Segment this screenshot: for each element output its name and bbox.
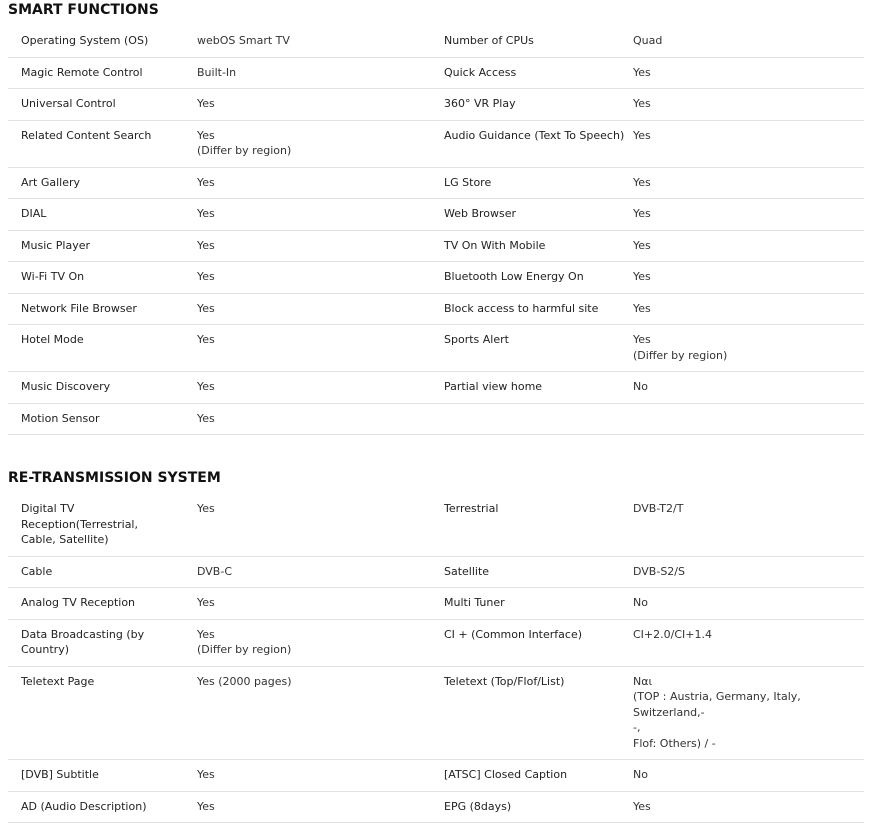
section-title: SMART FUNCTIONS [8, 2, 159, 18]
spec-value-cell [633, 96, 864, 112]
table-row [8, 556, 864, 588]
table-row [8, 261, 864, 293]
spec-label: EPG (8days) [444, 799, 512, 813]
spec-label: Hotel Mode [21, 333, 84, 346]
spec-label: AD (Audio Description) [21, 799, 147, 813]
spec-value-cell [197, 301, 444, 317]
spec-label-cell [8, 128, 197, 159]
spec-label-cell [8, 238, 197, 254]
spec-label-cell [444, 411, 633, 427]
table-row [8, 587, 864, 619]
spec-value-cell [633, 128, 864, 159]
spec-label: Terrestrial [444, 502, 499, 515]
table-row [8, 88, 864, 120]
spec-label-cell [444, 501, 633, 548]
spec-label-cell [8, 96, 197, 112]
spec-value: Yes [633, 65, 651, 79]
table-row [8, 293, 864, 325]
spec-value: CI+2.0/CI+1.4 [633, 627, 712, 641]
spec-value-cell [197, 269, 444, 285]
spec-label: Music Player [21, 238, 91, 252]
spec-label: 360° VR Play [444, 97, 516, 110]
spec-value: No [633, 768, 648, 781]
section-title: RE-TRANSMISSION SYSTEM [8, 470, 221, 486]
spec-value: Yes [197, 333, 215, 346]
spec-label: [DVB] Subtitle [21, 768, 99, 781]
spec-value-cell [197, 564, 444, 580]
spec-value: Yes [197, 238, 215, 252]
spec-label: Art Gallery [21, 175, 81, 189]
spec-value-cell [633, 411, 864, 427]
spec-value: Yes [633, 333, 651, 346]
spec-value-cell [633, 301, 864, 317]
spec-value: Yes [197, 175, 215, 189]
spec-value-cell [633, 269, 864, 285]
spec-value-cell [633, 564, 864, 580]
spec-label: Teletext Page [21, 674, 95, 688]
spec-label-cell [444, 238, 633, 254]
spec-label: Magic Remote Control [21, 65, 143, 79]
spec-value: DVB-S2/S [633, 564, 685, 578]
spec-label-cell [8, 627, 197, 658]
spec-value: DVB-T2/T [633, 502, 684, 515]
spec-label-cell [444, 564, 633, 580]
spec-value: Yes [633, 270, 651, 283]
spec-label: Cable [21, 564, 53, 578]
spec-label-cell [444, 595, 633, 611]
table-row [8, 791, 864, 823]
spec-value-cell [633, 206, 864, 222]
spec-label-cell [8, 674, 197, 752]
spec-value: Yes [633, 799, 651, 813]
spec-label: Satellite [444, 564, 490, 578]
spec-label: Number of CPUs [444, 34, 534, 47]
table-row [8, 198, 864, 230]
spec-value-cell [197, 33, 444, 49]
spec-table [8, 494, 864, 823]
spec-value-cell [197, 175, 444, 191]
table-row [8, 120, 864, 167]
spec-label: Universal Control [21, 97, 116, 110]
spec-value-cell [633, 674, 864, 752]
spec-value-cell [633, 332, 864, 363]
spec-label: Bluetooth Low Energy On [444, 270, 584, 283]
table-row [8, 371, 864, 403]
table-row [8, 619, 864, 666]
spec-value: Yes [633, 238, 651, 252]
spec-value-cell [633, 627, 864, 658]
spec-label: Analog TV Reception [21, 596, 136, 609]
spec-value: Built-In [197, 65, 237, 79]
spec-value-cell [633, 379, 864, 395]
spec-label: Network File Browser [21, 301, 137, 315]
spec-value-cell [197, 96, 444, 112]
spec-label-cell [8, 767, 197, 783]
spec-value: Yes [633, 128, 651, 142]
spec-value: No [633, 596, 648, 609]
table-row [8, 167, 864, 199]
spec-label: TV On With Mobile [444, 238, 546, 252]
spec-value: Yes [197, 128, 215, 142]
spec-label: LG Store [444, 175, 492, 189]
spec-value-cell [197, 379, 444, 395]
spec-value-cell [197, 128, 444, 159]
spec-label: Data Broadcasting (by Country) [21, 627, 145, 656]
spec-value: Ναι [633, 674, 653, 688]
spec-value-cell [197, 799, 444, 815]
table-row [8, 324, 864, 371]
table-row [8, 666, 864, 760]
spec-value-cell [633, 767, 864, 783]
table-row [8, 230, 864, 262]
spec-value-cell [197, 595, 444, 611]
spec-value: (Differ by region) [633, 348, 728, 362]
spec-value-cell [633, 595, 864, 611]
spec-label: Operating System (OS) [21, 34, 149, 47]
spec-label: DIAL [21, 207, 47, 220]
spec-label: Web Browser [444, 207, 517, 220]
spec-value-cell [633, 65, 864, 81]
spec-value: Quad [633, 34, 663, 47]
spec-value: Yes [633, 207, 651, 220]
spec-label-cell [8, 595, 197, 611]
spec-value: Yes [633, 175, 651, 189]
spec-value-cell [633, 501, 864, 548]
spec-value: Yes [197, 301, 215, 315]
spec-table [8, 26, 864, 435]
spec-label-cell [444, 379, 633, 395]
spec-value-cell [197, 65, 444, 81]
spec-label-cell [8, 411, 197, 427]
spec-value: Yes [197, 411, 215, 425]
spec-label-cell [8, 65, 197, 81]
spec-value-cell [197, 627, 444, 658]
spec-value-cell [633, 238, 864, 254]
spec-value-cell [197, 501, 444, 548]
spec-label: Partial view home [444, 380, 543, 393]
spec-label-cell [444, 206, 633, 222]
spec-value: No [633, 380, 648, 393]
spec-label: Cable, Satellite) [21, 533, 109, 546]
spec-label: Teletext (Top/Flof/List) [444, 674, 565, 688]
spec-value: DVB-C [197, 564, 232, 578]
spec-label-cell [8, 269, 197, 285]
spec-value: Yes [633, 301, 651, 315]
spec-label: [ATSC] Closed Caption [444, 768, 568, 781]
table-row [8, 26, 864, 57]
spec-label-cell [444, 128, 633, 159]
spec-label: Block access to harmful site [444, 301, 599, 315]
spec-label-cell [444, 301, 633, 317]
spec-value-cell [197, 411, 444, 427]
spec-label: Motion Sensor [21, 411, 100, 425]
spec-label-cell [444, 96, 633, 112]
table-row [8, 759, 864, 791]
spec-label-cell [444, 175, 633, 191]
spec-label-cell [444, 767, 633, 783]
spec-value-cell [197, 767, 444, 783]
spec-value-cell [633, 33, 864, 49]
spec-label-cell [8, 33, 197, 49]
spec-label: Quick Access [444, 65, 517, 79]
spec-value: Yes [197, 380, 215, 393]
spec-value: Yes [633, 97, 651, 110]
spec-label: Wi-Fi TV On [21, 270, 85, 283]
spec-label-cell [8, 175, 197, 191]
table-row [8, 57, 864, 89]
spec-label-cell [444, 674, 633, 752]
spec-label-cell [444, 269, 633, 285]
spec-value: Yes [197, 768, 215, 781]
spec-label: Multi Tuner [444, 596, 505, 609]
spec-label-cell [8, 799, 197, 815]
spec-label: Audio Guidance (Text To Speech) [444, 128, 625, 142]
spec-label-cell [8, 301, 197, 317]
spec-value: Yes [197, 207, 215, 220]
spec-value-cell [197, 206, 444, 222]
spec-value: Yes (2000 pages) [197, 674, 292, 688]
spec-value: -, [633, 721, 641, 734]
spec-value-cell [633, 175, 864, 191]
spec-value: webOS Smart TV [197, 34, 290, 47]
spec-value: (Differ by region) [197, 144, 292, 157]
spec-label-cell [444, 332, 633, 363]
spec-value: Yes [197, 799, 215, 813]
spec-value: Yes [197, 596, 215, 609]
spec-label: Sports Alert [444, 333, 509, 346]
spec-label-cell [444, 799, 633, 815]
spec-value-cell [633, 799, 864, 815]
spec-label-cell [444, 627, 633, 658]
spec-value: (Differ by region) [197, 643, 292, 656]
spec-label: Related Content Search [21, 128, 152, 142]
spec-label: Music Discovery [21, 380, 111, 393]
spec-label: CI + (Common Interface) [444, 627, 583, 641]
spec-value: Flof: Others) / - [633, 736, 716, 750]
spec-label-cell [8, 564, 197, 580]
spec-value: Yes [197, 97, 215, 110]
spec-label: Digital TV Reception(Terrestrial, [21, 502, 138, 531]
spec-value: Yes [197, 270, 215, 283]
spec-label-cell [444, 65, 633, 81]
spec-value: Yes [197, 502, 215, 515]
spec-label-cell [444, 33, 633, 49]
spec-label-cell [8, 206, 197, 222]
spec-value: Yes [197, 627, 215, 641]
spec-value-cell [197, 674, 444, 752]
spec-value: (TOP : Austria, Germany, Italy, Switzerland,- [633, 690, 801, 719]
spec-value-cell [197, 238, 444, 254]
spec-label-cell [8, 501, 197, 548]
spec-value-cell [197, 332, 444, 363]
table-row [8, 403, 864, 435]
spec-label-cell [8, 379, 197, 395]
table-row [8, 494, 864, 556]
spec-label-cell [8, 332, 197, 363]
